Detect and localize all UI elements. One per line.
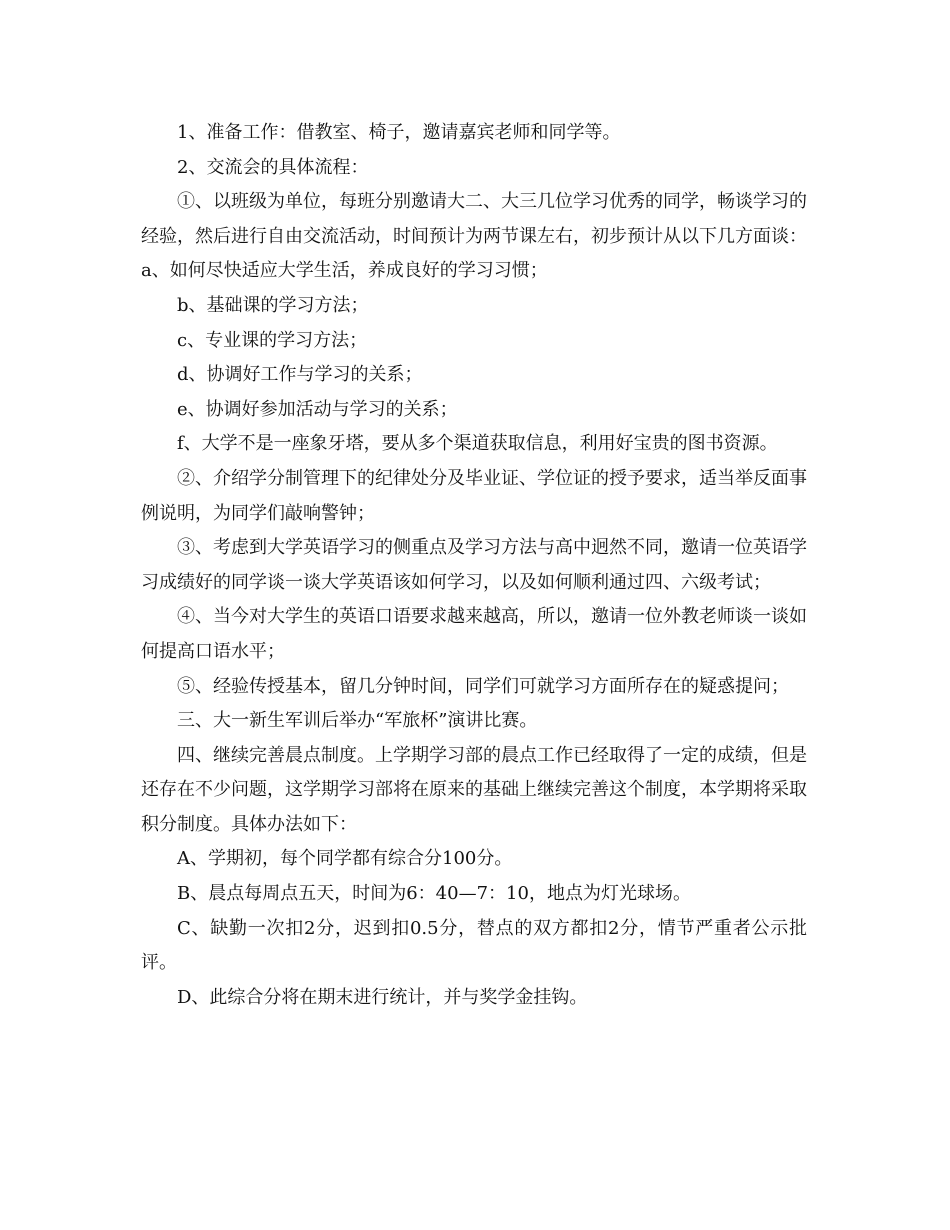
paragraph-topic-d: d、协调好工作与学习的关系； — [177, 364, 423, 386]
paragraph-rule-a: A、学期初，每个同学都有综合分100分。 — [177, 848, 513, 870]
paragraph-section-4: 四、继续完善晨点制度。上学期学习部的晨点工作已经取得了一定的成绩，但是还存在不少问题，这学期学习部将在原来的基础上继续完善这个制度，本学期将采取积分制度。具体办法如下： — [141, 744, 807, 835]
document-body — [141, 116, 807, 1015]
paragraph-preparation: 1、准备工作：借教室、椅子，邀请嘉宾老师和同学等。 — [177, 122, 621, 143]
paragraph-topic-b: b、基础课的学习方法； — [177, 294, 369, 316]
paragraph-rule-c: C、缺勤一次扣2分，迟到扣0.5分，替点的双方都扣2分，情节严重者公示批评。 — [141, 917, 807, 974]
paragraph-topic-f: f、大学不是一座象牙塔，要从多个渠道获取信息，利用好宝贵的图书资源。 — [177, 433, 778, 455]
paragraph-process-heading: 2、交流会的具体流程： — [177, 156, 369, 178]
paragraph-topic-c: c、专业课的学习方法； — [177, 329, 368, 351]
paragraph-rule-b: B、晨点每周点五天，时间为6：40—7：10，地点为灯光球场。 — [177, 883, 691, 905]
paragraph-section-3: 三、大一新生军训后举办“军旅杯”演讲比赛。 — [177, 710, 538, 732]
paragraph-step-3: ③、考虑到大学英语学习的侧重点及学习方法与高中迥然不同，邀请一位英语学习成绩好的同学谈一谈大学英语该如何学习，以及如何顺利通过四、六级考试； — [141, 537, 807, 593]
paragraph-topic-e: e、协调好参加活动与学习的关系； — [177, 398, 458, 420]
paragraph-rule-d: D、此综合分将在期末进行统计，并与奖学金挂钩。 — [177, 986, 588, 1008]
paragraph-step-2: ②、介绍学分制管理下的纪律处分及毕业证、学位证的授予要求，适当举反面事例说明，为同学们敲响警钟； — [141, 467, 807, 524]
paragraph-step-5: ⑤、经验传授基本，留几分钟时间，同学们可就学习方面所存在的疑惑提问； — [177, 675, 789, 697]
paragraph-step-4: ④、当今对大学生的英语口语要求越来越高，所以，邀请一位外教老师谈一谈如何提高口语水平； — [141, 606, 807, 662]
paragraph-step-1: ①、以班级为单位，每班分别邀请大二、大三几位学习优秀的同学，畅谈学习的经验，然后进行自由交流活动，时间预计为两节课左右，初步预计从以下几方面谈：a、如何尽快适应大学生活，养成良好的学习习惯； — [141, 191, 807, 282]
